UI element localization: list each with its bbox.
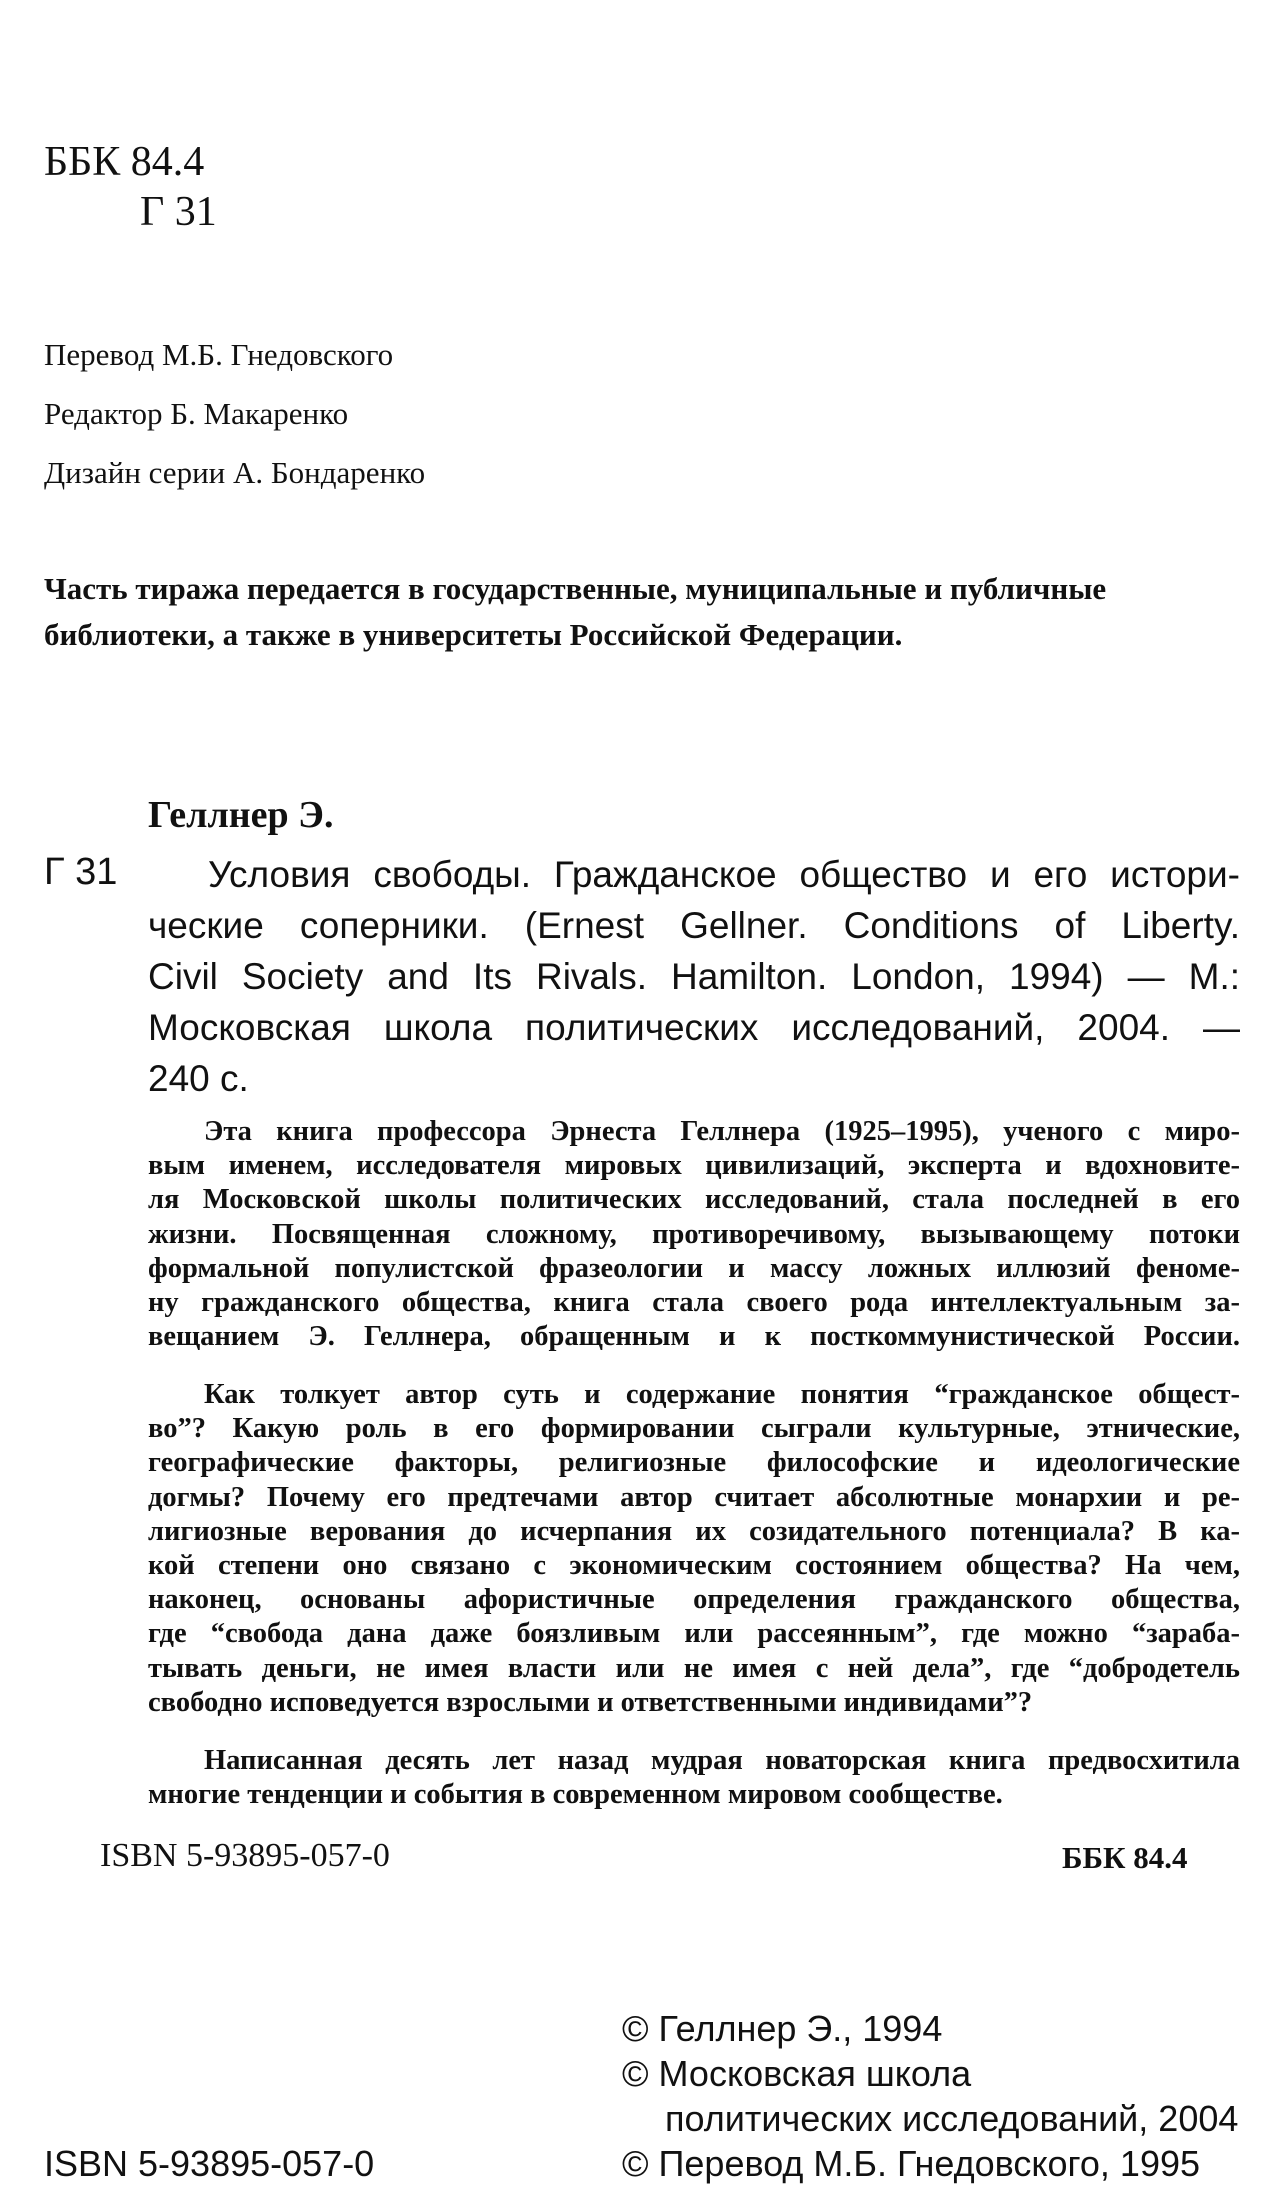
annotation-line: где “свобода дана даже боязливым или рассеянным”, где можно “зараба- [148,1618,1240,1650]
bbk-classification: ББК 84.4 [44,139,205,185]
card-title [148,849,1240,1104]
annotation-line: Эта книга профессора Эрнеста Геллнера (1925–1995), ученого с миро- [204,1116,1240,1147]
annotation-line: во”? Какую роль в его формировании сыграли культурные, этнические, [148,1413,1240,1445]
annotation-paragraph-3 [148,1744,1240,1812]
title-line: Условия свободы. Гражданское общество и его истори- [208,854,1240,895]
annotation-line: свободно исповедуется взрослыми и ответственными индивидами”? [148,1686,1033,1718]
copyright-school: © Московская школа [622,2053,972,2094]
annotation-line: многие тенденции и события в современном мировом сообществе. [148,1779,1003,1811]
author-code: Г 31 [140,189,217,235]
annotation-line: вещанием Э. Геллнера, обращенным и к посткоммунистической России. [148,1321,1240,1353]
card-isbn: ISBN 5-93895-057-0 [100,1837,390,1874]
annotation-line: географические факторы, религиозные философские и идеологические [148,1447,1240,1479]
title-line: ческие соперники. (Ernest Gellner. Conditions of Liberty. [148,905,1240,946]
card-code: Г 31 [44,851,118,893]
title-line: Civil Society and Its Rivals. Hamilton. London, 1994) — М.: [148,956,1240,997]
annotation-line: догмы? Почему его предтечами автор считает абсолютные монархии и ре- [148,1481,1240,1513]
annotation-line: ну гражданского общества, книга стала своего рода интеллектуальным за- [148,1287,1240,1319]
card-bbk: ББК 84.4 [1062,1840,1188,1875]
annotation-line: кой степени оно связано с экономическим состоянием общества? На чем, [148,1550,1240,1582]
isbn-bottom: ISBN 5-93895-057-0 [44,2143,375,2184]
title-line: Московская школа политических исследований, 2004. — [148,1007,1240,1048]
card-author: Геллнер Э. [148,794,334,836]
annotation-line: вым именем, исследователя мировых цивилизаций, эксперта и вдохновите- [148,1150,1240,1182]
annotation-line: наконец, основаны афористичные определения гражданского общества, [148,1584,1240,1616]
copyright-school-cont: политических исследований, 2004 [665,2098,1239,2139]
annotation-line: ля Московской школы политических исследований, стала последней в его [148,1184,1240,1216]
annotation-line: формальной популистской фразеологии и массу ложных иллюзий феноме- [148,1252,1240,1284]
title-line: 240 с. [148,1058,249,1099]
design-credit: Дизайн серии А. Бондаренко [44,455,426,490]
distribution-note: Часть тиража передается в государственные, муниципальные и публичные библиотеки, а также в университеты Российской Федерации. [44,571,1107,652]
translator-credit: Перевод М.Б. Гнедовского [44,337,394,372]
annotation-line: лигиозные верования до исчерпания их созидательного потенциала? В ка- [148,1515,1240,1547]
editor-credit: Редактор Б. Макаренко [44,396,349,431]
copyright-author: © Геллнер Э., 1994 [622,2008,943,2049]
annotation-line: тывать деньги, не имея власти или не имея с ней дела”, где “добродетель [148,1652,1240,1684]
annotation-line: Как толкует автор суть и содержание понятия “гражданское общест- [204,1379,1240,1410]
copyright-translation: © Перевод М.Б. Гнедовского, 1995 [622,2143,1201,2184]
annotation-line: Написанная десять лет назад мудрая новаторская книга предвосхитила [204,1745,1240,1776]
annotation-paragraph-2 [148,1378,1240,1720]
annotation-line: жизни. Посвященная сложному, противоречивому, вызывающему потоки [148,1218,1240,1250]
annotation-paragraph-1 [148,1115,1240,1354]
